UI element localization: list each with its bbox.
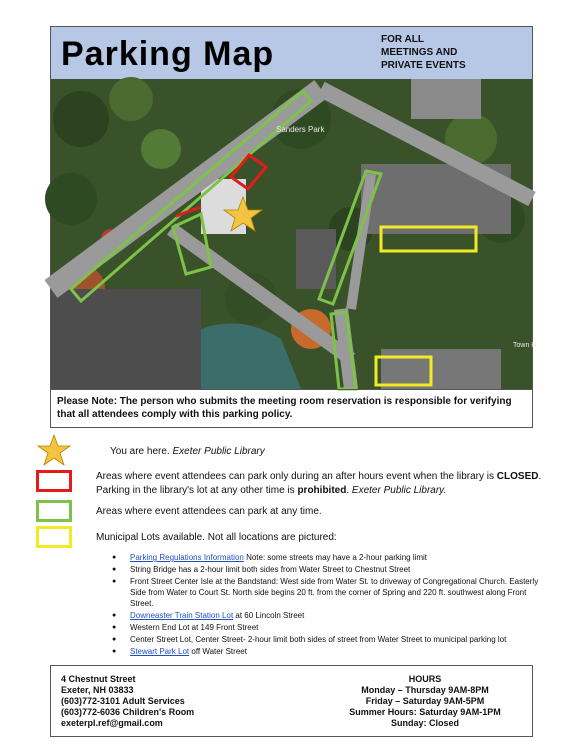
aerial-map — [51, 79, 537, 389]
train-station-lot-link[interactable]: Downeaster Train Station Lot — [130, 611, 234, 620]
star-icon — [36, 433, 72, 467]
footer — [50, 665, 533, 737]
map-label-park: Sanders Park — [276, 125, 325, 134]
parking-regulations-link[interactable]: Parking Regulations Information — [130, 553, 244, 562]
red-swatch — [36, 470, 72, 492]
list-item: ● Center Street Lot, Center Street- 2-hour limit both sides of street from Water Street to municipal parking lot — [112, 634, 552, 645]
legend-red-text: Areas where event attendees can park only during an after hours event when the library is CLOSED. Parking in the library's lot at any other time is prohibited. Exeter Public Library. — [96, 471, 542, 496]
list-item: ● Downeaster Train Station Lot at 60 Lincoln Street — [112, 610, 552, 621]
list-item: ● Stewart Park Lot off Water Street — [112, 646, 552, 657]
library-address: 4 Chestnut Street Exeter, NH 03833 (603)772-3101 Adult Services (603)772-6036 Children's Room exeterpl.ref@gmail.com — [61, 674, 195, 728]
page-title: Parking Map — [61, 35, 275, 73]
policy-note: Please Note: The person who submits the meeting room reservation is responsible for verifying that all attendees comply with this parking policy. — [51, 389, 532, 427]
list-item: ● Western End Lot at 149 Front Street — [112, 622, 552, 633]
map-illustration — [51, 79, 537, 389]
legend-yellow-text: Municipal Lots available. Not all locations are pictured: — [96, 532, 337, 543]
green-swatch — [36, 500, 72, 522]
legend-green-text: Areas where event attendees can park at any time. — [96, 506, 322, 517]
stewart-park-lot-link[interactable]: Stewart Park Lot — [130, 647, 190, 656]
page-subtitle: FOR ALL MEETINGS AND PRIVATE EVENTS — [381, 34, 466, 71]
map-label-town: Town H — [513, 342, 537, 349]
lot-list — [112, 552, 552, 658]
legend-star-text: You are here. Exeter Public Library — [110, 446, 265, 457]
header-banner — [51, 27, 532, 79]
list-item: ● String Bridge has a 2-hour limit both sides from Water Street to Chestnut Street — [112, 564, 552, 575]
list-item: ● Parking Regulations Information Note: some streets may have a 2-hour parking limit — [112, 552, 552, 563]
yellow-swatch — [36, 526, 72, 548]
list-item: ● Front Street Center Isle at the Bandstand: West side from Water St. to driveway of Congregational Church. Easterly Side from Water to Court St. North side begins 20 ft. from the corner of Spring and 220 ft. southwest along Front Street. — [112, 576, 552, 609]
library-hours: HOURS Monday – Thursday 9AM-8PM Friday – Saturday 9AM-5PM Summer Hours: Saturday 9AM-1PM Sunday: Closed — [349, 674, 501, 728]
email-text: exeterpl.ref@gmail.com — [61, 718, 163, 728]
